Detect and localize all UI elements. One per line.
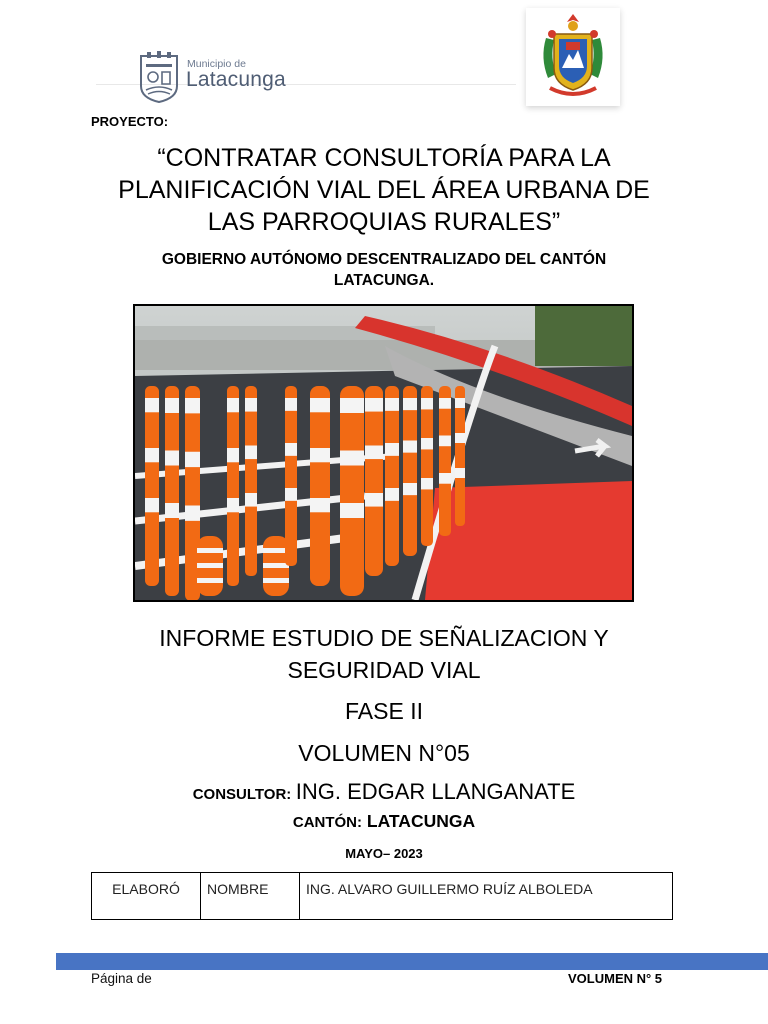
municipality-name: Latacunga <box>186 68 286 91</box>
consultant-name: ING. EDGAR LLANGANATE <box>295 779 576 804</box>
canton-label: CANTÓN: <box>292 814 363 831</box>
consultant-line <box>90 779 678 805</box>
traffic-bollards-road-photo-icon <box>135 306 632 600</box>
table-cell: ELABORÓ <box>92 873 201 920</box>
municipality-label: Municipio de <box>187 58 246 70</box>
volume-label: VOLUMEN N°05 <box>298 740 470 766</box>
report-title <box>90 622 678 686</box>
canton-value: LATACUNGA <box>366 811 476 831</box>
project-title-line: PLANIFICACIÓN VIAL DEL ÁREA URBANA DE <box>118 176 650 204</box>
table-row <box>92 873 673 920</box>
report-title-line: INFORME ESTUDIO DE SEÑALIZACION Y <box>159 625 609 651</box>
consultant-label: CONSULTOR: <box>192 786 292 803</box>
municipality-emblem-icon <box>138 50 180 104</box>
table-cell: NOMBRE <box>201 873 300 920</box>
footer-volume-label: VOLUMEN N° 5 <box>568 971 663 986</box>
phase-label: FASE II <box>345 698 423 724</box>
project-title-line: LAS PARROQUIAS RURALES” <box>207 208 561 236</box>
footer-bar <box>56 953 768 970</box>
canton-line <box>90 811 678 832</box>
project-title-line: “CONTRATAR CONSULTORÍA PARA LA <box>157 144 611 172</box>
gad-heading-line: GOBIERNO AUTÓNOMO DESCENTRALIZADO DEL CANTÓN <box>161 251 607 268</box>
gad-heading <box>100 249 668 291</box>
report-title-line: SEGURIDAD VIAL <box>287 657 481 683</box>
page-number-label: Página de <box>91 971 152 986</box>
coat-of-arms-card <box>526 8 620 106</box>
cover-photo <box>133 304 634 602</box>
coat-of-arms-icon <box>526 8 620 106</box>
table-cell: ING. ALVARO GUILLERMO RUÍZ ALBOLEDA <box>300 873 673 920</box>
proyecto-label: PROYECTO: <box>91 114 169 129</box>
gad-heading-line: LATACUNGA. <box>333 272 435 289</box>
date-label: MAYO– 2023 <box>345 846 423 861</box>
credits-table <box>91 872 673 920</box>
project-title <box>80 142 688 238</box>
